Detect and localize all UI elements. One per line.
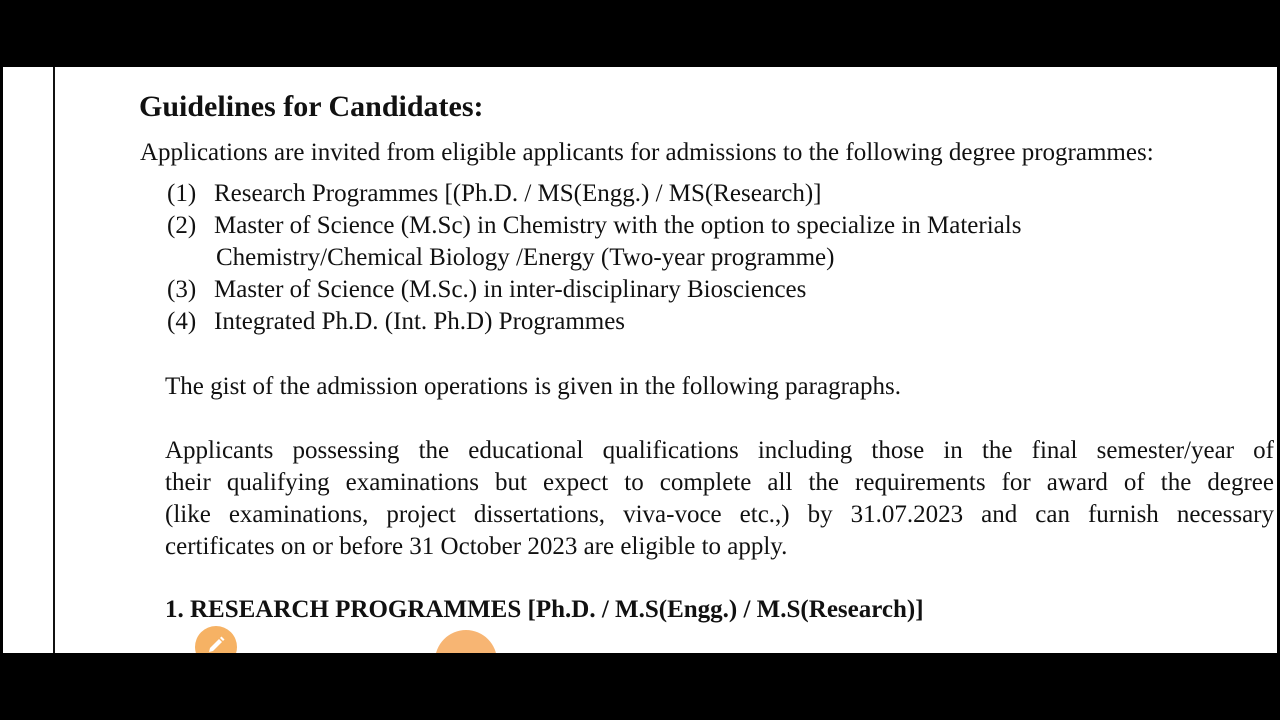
paragraph-line: their qualifying examinations but expect to complete all the requirements for award of the degree — [165, 469, 1274, 496]
intro-text: Applications are invited from eligible applicants for admissions to the following degree programmes: — [140, 139, 1154, 166]
list-item-number: (2) — [167, 212, 197, 239]
document-page — [3, 67, 1277, 653]
paragraph-line: (like examinations, project dissertations, viva-voce etc.,) by 31.07.2023 and can furnish necessary — [165, 501, 1274, 528]
gist-text: The gist of the admission operations is given in the following paragraphs. — [165, 373, 901, 400]
list-item-number: (4) — [167, 308, 197, 335]
list-item-number: (1) — [167, 180, 197, 207]
page-title: Guidelines for Candidates: — [139, 90, 484, 123]
section-heading: 1. RESEARCH PROGRAMMES [Ph.D. / M.S(Engg.) / M.S(Research)] — [165, 596, 924, 623]
list-item-text: Integrated Ph.D. (Int. Ph.D) Programmes — [214, 308, 626, 335]
eligibility-paragraph — [165, 435, 1274, 563]
list-item-text: Research Programmes [(Ph.D. / MS(Engg.) / MS(Research)] — [214, 180, 822, 207]
list-item-text: Master of Science (M.Sc) in Chemistry with the option to specialize in Materials — [214, 212, 1022, 239]
paragraph-line: Applicants possessing the educational qualifications including those in the final semester/year of — [165, 437, 1274, 464]
pencil-icon — [206, 635, 226, 653]
list-item-text-continued: Chemistry/Chemical Biology /Energy (Two-year programme) — [216, 244, 835, 271]
document-content — [3, 67, 1277, 653]
list-item-text: Master of Science (M.Sc.) in inter-disciplinary Biosciences — [214, 276, 807, 303]
list-item-number: (3) — [167, 276, 197, 303]
paragraph-line: certificates on or before 31 October 2023 are eligible to apply. — [165, 533, 788, 560]
